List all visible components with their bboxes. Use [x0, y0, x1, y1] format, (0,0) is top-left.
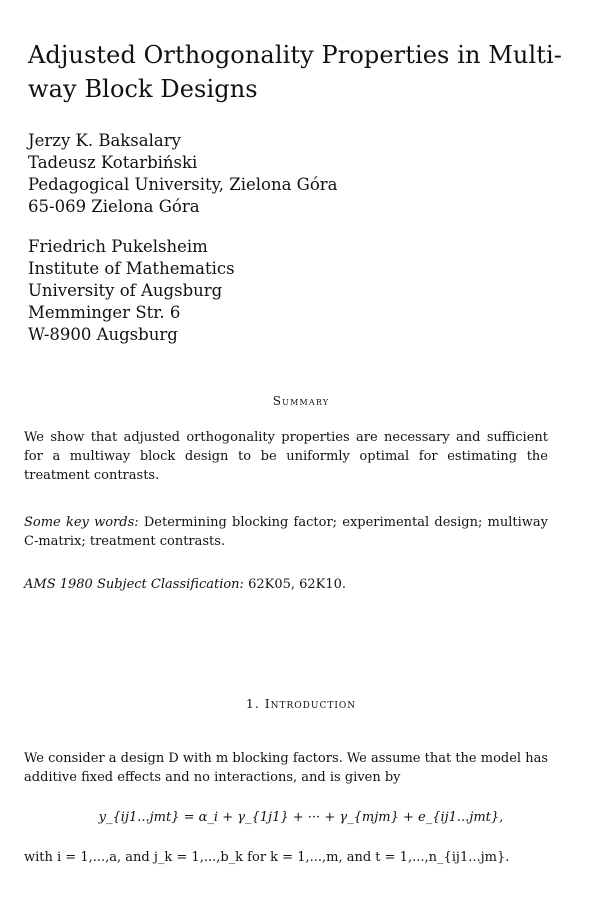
- affiliation-line: Institute of Mathematics: [28, 259, 235, 278]
- keywords-text: Determining blocking factor; experimental design; multiway C-matrix; treatment contrasts.: [24, 515, 548, 549]
- keywords-paragraph: [24, 513, 548, 551]
- summary-heading: Summary: [272, 394, 330, 408]
- model-equation: y_{ij1...jmt} = α_i + γ_{1j1} + ··· + γ_{mjm} + e_{ij1...jmt},: [98, 810, 504, 825]
- keywords-label: Some key words:: [24, 515, 139, 530]
- address-line: W-8900 Augsburg: [28, 325, 178, 344]
- author-name: Friedrich Pukelsheim: [28, 237, 208, 256]
- ams-codes: 62K05, 62K10.: [248, 577, 347, 592]
- author-affiliation-1: [28, 130, 338, 218]
- section-heading-introduction: 1. Introduction: [245, 696, 357, 711]
- author-name: Jerzy K. Baksalary: [28, 131, 181, 150]
- affiliation-line: University of Augsburg: [28, 281, 223, 300]
- ams-classification: [24, 575, 548, 594]
- introduction-paragraph: We consider a design D with m blocking factors. We assume that the model has additive fixed effects and no interactions, and is given by: [24, 751, 548, 785]
- address-line: 65-069 Zielona Góra: [28, 197, 200, 216]
- address-line: Memminger Str. 6: [28, 303, 181, 322]
- abstract-text: We show that adjusted orthogonality properties are necessary and sufficient for a multiway block design to be uniformly optimal for estimating the treatment contrasts.: [24, 430, 548, 483]
- author-affiliation-2: [28, 236, 235, 346]
- author-name: Tadeusz Kotarbiński: [28, 153, 198, 172]
- index-range-line: with i = 1,...,a, and j_k = 1,...,b_k for k = 1,...,m, and t = 1,...,n_{ij1...jm}.: [24, 850, 510, 865]
- paper-title: Adjusted Orthogonality Properties in Multi-way Block Designs: [28, 41, 562, 104]
- affiliation-line: Pedagogical University, Zielona Góra: [28, 175, 338, 194]
- ams-label: AMS 1980 Subject Classification:: [24, 577, 244, 592]
